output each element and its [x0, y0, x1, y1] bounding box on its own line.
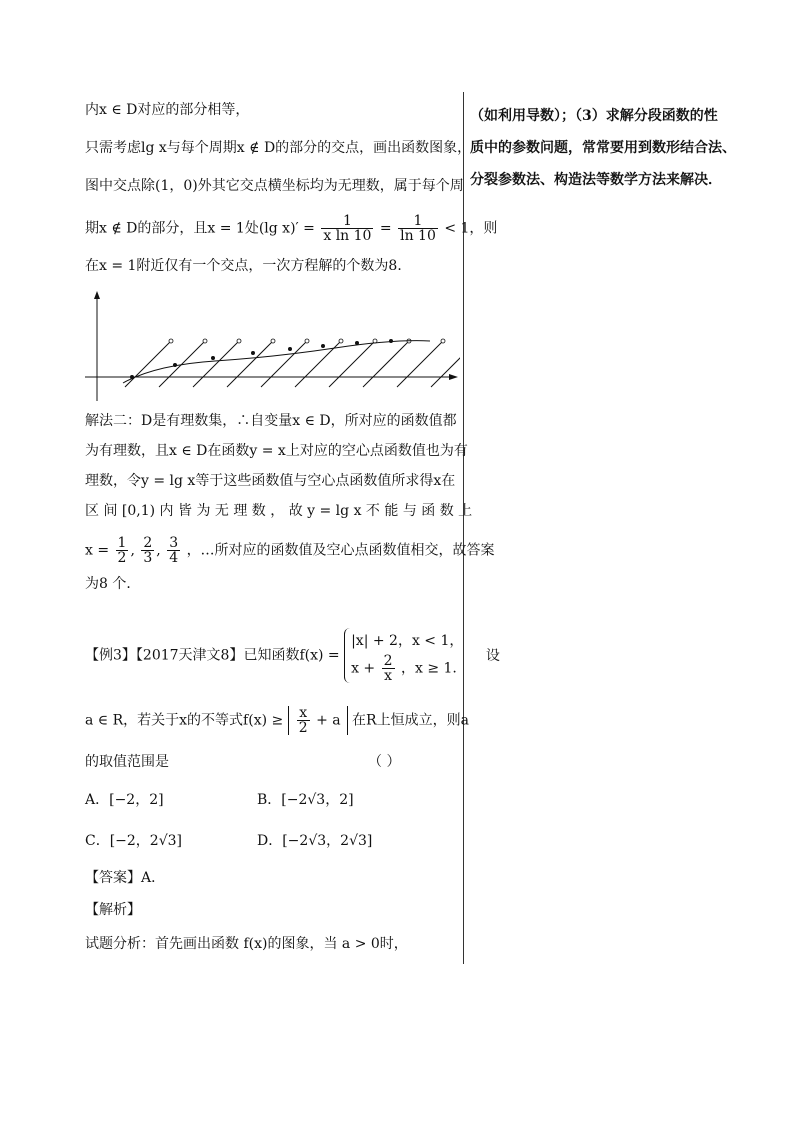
sawtooth-segment [363, 341, 409, 387]
text-span: + a [316, 712, 341, 729]
intersection-point [288, 347, 292, 351]
text-line-derivative [85, 214, 497, 243]
option-a: A．[−2，2] [85, 792, 164, 808]
text-span: ] [366, 833, 373, 849]
sqrt-3: √3 [349, 833, 367, 849]
absolute-value [288, 706, 348, 735]
fraction-numerator: 2 [143, 535, 153, 551]
text-line: 只需考虑lg x与每个周期x ∉ D的部分的交点，画出函数图象， [85, 140, 472, 156]
text-span: = [379, 220, 392, 237]
fraction-denominator: 2 [298, 720, 308, 736]
sqrt-3: √3 [158, 833, 177, 849]
fraction-numerator: 1 [117, 535, 127, 551]
text-line-inequality [85, 706, 469, 735]
text-span: 【例3】【2017天津文8】已知函数f(x) = [85, 647, 340, 664]
sawtooth-segment [227, 341, 273, 387]
text-span: D．[−2 [257, 833, 309, 849]
intersection-point [251, 351, 255, 355]
intersection-point [211, 356, 215, 360]
intersection-point [389, 339, 393, 343]
analysis-label: 【解析】 [85, 902, 141, 918]
hollow-endpoint [271, 339, 275, 343]
sawtooth-segment [261, 341, 307, 387]
hollow-endpoint [305, 339, 309, 343]
fraction-numerator: 1 [321, 214, 373, 229]
text-span: < 1，则 [444, 220, 498, 237]
fraction-denominator: 3 [143, 550, 153, 566]
intersection-point [321, 344, 325, 348]
text-line: 试题分析：首先画出函数 f(x)的图象，当 a > 0时， [85, 936, 408, 952]
intersection-point [173, 363, 177, 367]
fraction-numerator: 3 [169, 535, 179, 551]
option-d [257, 831, 372, 851]
fraction [141, 536, 154, 565]
fraction [382, 654, 395, 683]
text-line: 理数，令y = lg x等于这些函数值与空心点函数值所求得x在 [85, 473, 456, 489]
fraction-denominator: ln 10 [400, 228, 436, 244]
text-span: C．[−2，2 [85, 833, 159, 849]
answer-label: 【答案】A． [85, 870, 166, 886]
hollow-endpoint [203, 339, 207, 343]
function-graph [85, 291, 460, 406]
sawtooth-segment [193, 341, 239, 387]
fraction-numerator: 2 [383, 653, 393, 669]
text-span: ，…所对应的函数值及空心点函数值相交，故答案 [186, 542, 495, 559]
fraction-denominator: x ln 10 [323, 228, 372, 244]
text-span: x = [85, 542, 110, 559]
example-header [85, 628, 500, 683]
right-column [470, 100, 760, 196]
text-span: 设 [485, 647, 500, 664]
hollow-endpoint [237, 339, 241, 343]
sqrt-3: √3 [308, 833, 327, 849]
fraction [116, 536, 129, 565]
x-axis-arrow [449, 374, 458, 380]
text-line: 内x ∈ D对应的部分相等， [85, 102, 250, 118]
fraction-denominator: 4 [169, 550, 179, 566]
text-line: 的取值范围是 [85, 754, 169, 770]
fraction-numerator: x [297, 706, 310, 721]
sawtooth-segment [159, 341, 205, 387]
fraction [398, 214, 438, 243]
text-span: 在R上恒成立，则a [352, 712, 469, 729]
text-span: a ∈ R，若关于x的不等式f(x) ≥ [85, 712, 284, 729]
text-line: 为8 个． [85, 576, 141, 592]
text-span: x + [351, 660, 376, 677]
text-line: 解法二：D是有理数集，∴自变量x ∈ D，所对应的函数值都 [85, 413, 457, 429]
text-span: ，x ≥ 1. [400, 660, 457, 677]
text-line-fractions: x = $\frac{1}{2}$ , $\frac{2}{3}$ , $\frac{3}{4}$ ，…所对应的函数值及空心点函数值相交，故答案 [85, 535, 495, 566]
hollow-endpoint [339, 339, 343, 343]
answer-paren: （ ） [368, 754, 401, 770]
piece-case-1: |x| + 2，x < 1， [351, 633, 464, 649]
sawtooth-segments [125, 339, 460, 387]
intersection-point [355, 341, 359, 345]
fraction [321, 214, 373, 243]
text-span: B．[−2 [257, 792, 308, 808]
text-line: 为有理数，且x ∈ D在函数y = x上对应的空心点函数值也为有 [85, 443, 468, 459]
sqrt-3: √3 [307, 792, 326, 808]
fraction-numerator: 1 [398, 214, 438, 229]
fraction [167, 536, 180, 565]
intersection-point [130, 375, 134, 379]
text-line: 质中的参数问题，常常要用到数形结合法、 [470, 140, 736, 156]
text-span: 期x ∉ D的部分，且x = 1处(lg x)′ = [85, 220, 315, 237]
text-line: 分裂参数法、构造法等数学方法来解决． [470, 172, 722, 188]
option-b [257, 790, 354, 810]
text-line: （如利用导数）；（3）求解分段函数的性 [470, 108, 718, 124]
hollow-endpoint [441, 339, 445, 343]
piece-case-2 [351, 654, 463, 683]
fraction [297, 706, 310, 735]
hollow-endpoint [169, 339, 173, 343]
text-span: ] [176, 833, 183, 849]
piecewise-brace [344, 628, 463, 683]
sawtooth-segment [431, 341, 460, 387]
fraction-denominator: 2 [117, 550, 127, 566]
option-c [85, 831, 182, 851]
fraction-denominator: x [384, 668, 393, 684]
text-span: ，2] [325, 792, 354, 808]
y-axis-arrow [94, 291, 100, 299]
sawtooth-segment [125, 341, 171, 387]
text-line: 图中交点除(1，0)外其它交点横坐标均为无理数，属于每个周 [85, 178, 464, 194]
text-line: 区 间 [0,1) 内 皆 为 无 理 数 ， 故 y = lg x 不 能 与 函 数 上 [85, 503, 473, 519]
sawtooth-segment [397, 341, 443, 387]
text-line: 在x = 1附近仅有一个交点，一次方程解的个数为8． [85, 258, 412, 274]
text-span: ，2 [326, 833, 350, 849]
